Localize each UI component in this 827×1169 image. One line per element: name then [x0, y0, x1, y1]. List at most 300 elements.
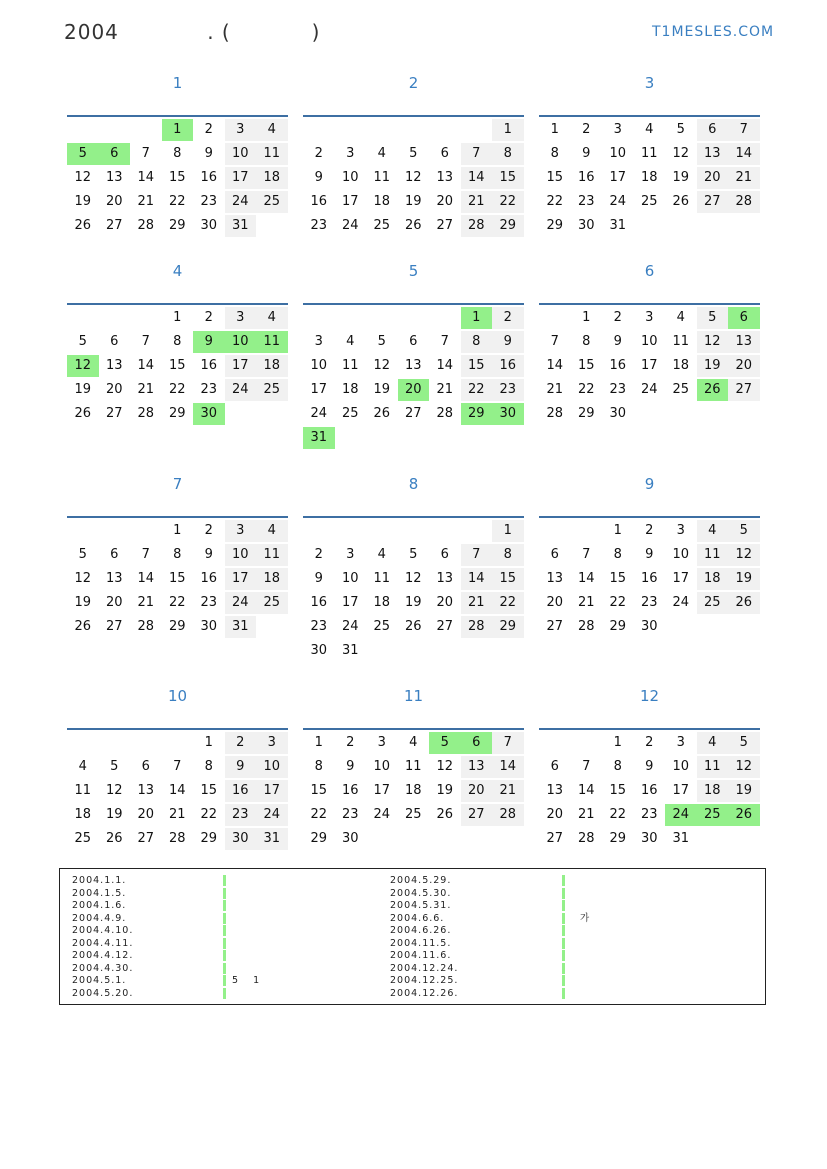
day-cell: 8	[492, 544, 524, 566]
day-cell: 21	[577, 807, 595, 822]
day-cell: 18	[74, 807, 92, 822]
day-cell: 13	[546, 783, 564, 798]
legend-marker	[223, 938, 226, 949]
month-name: 8	[408, 475, 419, 493]
day-cell: 7	[141, 547, 150, 562]
day-cell: 30	[577, 218, 595, 233]
day-cell: 17	[373, 783, 391, 798]
day-cell: 23	[341, 807, 359, 822]
day-cell: 20	[105, 382, 123, 397]
day-cell: 8	[314, 759, 323, 774]
day-cell: 22	[609, 807, 627, 822]
day-cell: 24	[672, 595, 690, 610]
day-cell: 3	[645, 310, 654, 325]
legend-description	[232, 888, 259, 901]
day-cell: 18	[256, 568, 288, 590]
day-cell: 8	[613, 547, 622, 562]
month-name: 11	[403, 687, 424, 705]
legend-date: 2004.5.1.	[72, 975, 127, 986]
day-cell: 11	[697, 544, 729, 566]
day-cell: 19	[728, 568, 760, 590]
day-cell: 5	[377, 334, 386, 349]
day-cell: 16	[609, 358, 627, 373]
day-cell: 9	[645, 547, 654, 562]
day-cell: 8	[613, 759, 622, 774]
day-cell: 25	[697, 804, 729, 826]
day-cell: 27	[546, 831, 564, 846]
day-cell: 2	[204, 122, 213, 137]
day-cell: 4	[256, 307, 288, 329]
legend-date: 2004.5.30.	[390, 887, 452, 899]
day-cell: 23	[200, 595, 218, 610]
day-cell: 13	[697, 143, 729, 165]
legend-marker	[223, 875, 226, 886]
day-cell: 9	[582, 146, 591, 161]
legend-description	[580, 975, 589, 988]
day-cell: 3	[256, 732, 288, 754]
day-cell: 18	[373, 595, 391, 610]
legend-date: 2004.4.10.	[72, 925, 134, 936]
day-cell: 29	[168, 218, 186, 233]
day-cell: 1	[492, 119, 524, 141]
day-cell: 25	[373, 619, 391, 634]
day-cell: 18	[697, 568, 729, 590]
day-cell: 19	[404, 194, 422, 209]
legend-description	[232, 988, 259, 1001]
day-cell: 15	[609, 783, 627, 798]
day-cell: 30	[609, 406, 627, 421]
day-cell: 8	[173, 547, 182, 562]
day-cell: 3	[346, 146, 355, 161]
day-cell: 18	[697, 780, 729, 802]
day-cell: 16	[640, 783, 658, 798]
month-name: 12	[639, 687, 660, 705]
day-cell: 8	[492, 143, 524, 165]
day-cell: 21	[546, 382, 564, 397]
legend-description	[580, 875, 589, 888]
day-cell: 19	[672, 170, 690, 185]
month-name: 2	[408, 74, 419, 92]
day-cell: 16	[310, 194, 328, 209]
day-cell: 8	[204, 759, 213, 774]
month-name: 3	[644, 74, 655, 92]
day-cell: 5	[78, 547, 87, 562]
day-cell: 4	[377, 547, 386, 562]
legend-marker	[562, 963, 565, 974]
legend-marker	[223, 900, 226, 911]
day-cell: 20	[137, 807, 155, 822]
month-divider	[539, 516, 760, 518]
day-cell: 13	[461, 756, 493, 778]
day-cell: 17	[225, 568, 257, 590]
day-cell: 14	[168, 783, 186, 798]
day-cell: 17	[640, 358, 658, 373]
day-cell: 24	[256, 804, 288, 826]
day-cell: 29	[200, 831, 218, 846]
day-cell: 9	[492, 331, 524, 353]
day-cell: 21	[436, 382, 454, 397]
legend-description	[232, 875, 259, 888]
day-cell: 27	[105, 406, 123, 421]
day-cell: 18	[640, 170, 658, 185]
day-cell: 5	[409, 547, 418, 562]
day-cell: 18	[341, 382, 359, 397]
day-cell: 15	[577, 358, 595, 373]
day-cell: 7	[550, 334, 559, 349]
day-cell: 29	[577, 406, 595, 421]
day-cell: 30	[225, 828, 257, 850]
day-cell: 24	[609, 194, 627, 209]
day-cell: 4	[377, 146, 386, 161]
day-cell: 21	[168, 807, 186, 822]
day-cell: 22	[200, 807, 218, 822]
day-cell: 15	[492, 568, 524, 590]
day-cell: 1	[613, 735, 622, 750]
day-cell: 23	[310, 218, 328, 233]
day-cell: 14	[728, 143, 760, 165]
day-cell: 13	[546, 571, 564, 586]
day-cell: 19	[436, 783, 454, 798]
day-cell: 18	[404, 783, 422, 798]
day-cell: 26	[404, 218, 422, 233]
day-cell: 7	[582, 759, 591, 774]
day-cell: 17	[672, 783, 690, 798]
day-cell: 27	[404, 406, 422, 421]
legend-marker	[223, 913, 226, 924]
day-cell: 19	[74, 595, 92, 610]
legend-date: 2004.5.29.	[390, 875, 452, 886]
day-cell: 21	[137, 595, 155, 610]
day-cell: 22	[609, 595, 627, 610]
day-cell: 24	[373, 807, 391, 822]
day-cell: 1	[461, 307, 493, 329]
legend-date: 2004.4.30.	[72, 962, 134, 974]
day-cell: 26	[436, 807, 454, 822]
legend-right-descriptions	[580, 875, 589, 1000]
day-cell: 17	[672, 571, 690, 586]
day-cell: 21	[728, 167, 760, 189]
day-cell: 5	[409, 146, 418, 161]
day-cell: 22	[168, 382, 186, 397]
day-cell: 28	[461, 616, 493, 638]
month-name: 1	[172, 74, 183, 92]
day-cell: 7	[173, 759, 182, 774]
legend-marker	[562, 988, 565, 999]
day-cell: 6	[550, 547, 559, 562]
legend-date: 2004.6.26.	[390, 925, 452, 936]
day-cell: 13	[137, 783, 155, 798]
day-cell: 8	[461, 331, 493, 353]
day-cell: 2	[225, 732, 257, 754]
day-cell: 4	[676, 310, 685, 325]
day-cell: 16	[200, 571, 218, 586]
day-cell: 25	[256, 379, 288, 401]
day-cell: 4	[256, 520, 288, 542]
day-cell: 10	[341, 571, 359, 586]
day-cell: 3	[314, 334, 323, 349]
day-cell: 12	[67, 355, 99, 377]
legend-left-bars	[223, 875, 226, 1000]
day-cell: 28	[137, 406, 155, 421]
day-cell: 22	[310, 807, 328, 822]
day-cell: 24	[665, 804, 697, 826]
legend-description: 가	[580, 912, 590, 924]
day-cell: 27	[728, 379, 760, 401]
day-cell: 13	[728, 331, 760, 353]
day-cell: 13	[105, 571, 123, 586]
day-cell: 14	[137, 571, 155, 586]
day-cell: 11	[256, 544, 288, 566]
day-cell: 29	[168, 619, 186, 634]
day-cell: 22	[461, 379, 493, 401]
day-cell: 2	[204, 310, 213, 325]
day-cell: 10	[672, 759, 690, 774]
day-cell: 3	[613, 122, 622, 137]
day-cell: 6	[440, 146, 449, 161]
day-cell: 9	[314, 170, 323, 185]
day-cell: 6	[461, 732, 493, 754]
day-cell: 16	[577, 170, 595, 185]
day-cell: 17	[225, 355, 257, 377]
day-cell: 2	[645, 523, 654, 538]
day-cell: 8	[550, 146, 559, 161]
day-cell: 10	[373, 759, 391, 774]
day-cell: 31	[672, 831, 690, 846]
day-cell: 29	[310, 831, 328, 846]
day-cell: 28	[546, 406, 564, 421]
month-divider	[67, 516, 288, 518]
legend-date: 2004.12.26.	[390, 987, 459, 999]
legend-date: 2004.4.11.	[72, 937, 134, 949]
day-cell: 19	[697, 355, 729, 377]
day-cell: 1	[173, 310, 182, 325]
day-cell: 24	[225, 379, 257, 401]
day-cell: 27	[436, 619, 454, 634]
day-cell: 20	[546, 595, 564, 610]
day-cell: 1	[162, 119, 194, 141]
day-cell: 30	[310, 643, 328, 658]
day-cell: 5	[67, 143, 99, 165]
day-cell: 7	[461, 143, 493, 165]
legend-marker	[562, 925, 565, 936]
day-cell: 6	[141, 759, 150, 774]
day-cell: 25	[74, 831, 92, 846]
day-cell: 22	[577, 382, 595, 397]
day-cell: 28	[168, 831, 186, 846]
day-cell: 30	[492, 403, 524, 425]
day-cell: 11	[404, 759, 422, 774]
day-cell: 19	[105, 807, 123, 822]
day-cell: 11	[697, 756, 729, 778]
day-cell: 5	[697, 307, 729, 329]
legend-date: 2004.1.1.	[72, 875, 127, 886]
day-cell: 24	[341, 218, 359, 233]
day-cell: 31	[225, 215, 257, 237]
day-cell: 6	[110, 334, 119, 349]
legend-date: 2004.4.9.	[72, 912, 127, 924]
day-cell: 12	[436, 759, 454, 774]
legend-description	[232, 950, 259, 963]
day-cell: 28	[461, 215, 493, 237]
day-cell: 22	[546, 194, 564, 209]
day-cell: 23	[640, 595, 658, 610]
day-cell: 15	[461, 355, 493, 377]
day-cell: 3	[676, 735, 685, 750]
day-cell: 31	[225, 616, 257, 638]
day-cell: 4	[346, 334, 355, 349]
legend-date: 2004.5.20.	[72, 987, 134, 999]
day-cell: 21	[577, 595, 595, 610]
day-cell: 1	[492, 520, 524, 542]
day-cell: 9	[613, 334, 622, 349]
day-cell: 5	[78, 334, 87, 349]
day-cell: 31	[303, 427, 335, 449]
day-cell: 25	[373, 218, 391, 233]
day-cell: 16	[200, 170, 218, 185]
day-cell: 6	[409, 334, 418, 349]
day-cell: 25	[697, 592, 729, 614]
day-cell: 25	[256, 592, 288, 614]
day-cell: 15	[546, 170, 564, 185]
day-cell: 6	[550, 759, 559, 774]
day-cell: 11	[256, 331, 288, 353]
day-cell: 14	[137, 358, 155, 373]
day-cell: 3	[225, 520, 257, 542]
day-cell: 20	[546, 807, 564, 822]
legend-date: 2004.12.24.	[390, 962, 459, 974]
day-cell: 11	[373, 170, 391, 185]
day-cell: 1	[582, 310, 591, 325]
day-cell: 31	[341, 643, 359, 658]
legend-date: 2004.5.31.	[390, 900, 452, 911]
day-cell: 11	[341, 358, 359, 373]
day-cell: 24	[640, 382, 658, 397]
day-cell: 16	[640, 571, 658, 586]
day-cell: 23	[492, 379, 524, 401]
day-cell: 24	[341, 619, 359, 634]
legend-marker	[562, 950, 565, 961]
page-title: 2004 . ( )	[64, 20, 321, 44]
day-cell: 15	[310, 783, 328, 798]
day-cell: 17	[256, 780, 288, 802]
day-cell: 14	[461, 568, 493, 590]
day-cell: 15	[200, 783, 218, 798]
day-cell: 19	[74, 382, 92, 397]
day-cell: 15	[168, 170, 186, 185]
day-cell: 20	[105, 595, 123, 610]
legend-description	[580, 925, 589, 938]
day-cell: 14	[577, 783, 595, 798]
day-cell: 7	[141, 334, 150, 349]
day-cell: 2	[645, 735, 654, 750]
month-divider	[539, 303, 760, 305]
day-cell: 15	[609, 571, 627, 586]
brand-link[interactable]: T1MESLES.COM	[652, 24, 775, 40]
legend-left-dates	[72, 875, 133, 1000]
day-cell: 28	[577, 619, 595, 634]
month-divider	[67, 728, 288, 730]
day-cell: 22	[492, 592, 524, 614]
legend-marker	[223, 963, 226, 974]
day-cell: 23	[310, 619, 328, 634]
day-cell: 28	[436, 406, 454, 421]
day-cell: 29	[492, 215, 524, 237]
month-name: 5	[408, 262, 419, 280]
day-cell: 20	[461, 780, 493, 802]
day-cell: 28	[728, 191, 760, 213]
day-cell: 25	[404, 807, 422, 822]
day-cell: 10	[341, 170, 359, 185]
day-cell: 6	[110, 547, 119, 562]
legend-marker	[562, 938, 565, 949]
day-cell: 10	[640, 334, 658, 349]
day-cell: 15	[168, 571, 186, 586]
day-cell: 14	[492, 756, 524, 778]
day-cell: 2	[314, 146, 323, 161]
day-cell: 4	[645, 122, 654, 137]
day-cell: 20	[728, 355, 760, 377]
month-name: 10	[167, 687, 188, 705]
day-cell: 4	[697, 732, 729, 754]
day-cell: 23	[640, 807, 658, 822]
month-name: 6	[644, 262, 655, 280]
day-cell: 9	[204, 146, 213, 161]
day-cell: 4	[409, 735, 418, 750]
day-cell: 27	[137, 831, 155, 846]
day-cell: 26	[74, 218, 92, 233]
month-divider	[539, 728, 760, 730]
day-cell: 12	[373, 358, 391, 373]
day-cell: 23	[225, 804, 257, 826]
day-cell: 26	[105, 831, 123, 846]
day-cell: 7	[461, 544, 493, 566]
day-cell: 20	[105, 194, 123, 209]
month-divider	[67, 303, 288, 305]
day-cell: 7	[440, 334, 449, 349]
day-cell: 14	[461, 167, 493, 189]
day-cell: 6	[697, 119, 729, 141]
day-cell: 7	[492, 732, 524, 754]
day-cell: 26	[728, 804, 760, 826]
day-cell: 30	[640, 619, 658, 634]
day-cell: 7	[582, 547, 591, 562]
legend-date: 2004.4.12.	[72, 950, 134, 961]
day-cell: 2	[346, 735, 355, 750]
day-cell: 22	[168, 595, 186, 610]
day-cell: 6	[440, 547, 449, 562]
day-cell: 30	[200, 619, 218, 634]
day-cell: 19	[404, 595, 422, 610]
day-cell: 17	[341, 194, 359, 209]
day-cell: 19	[373, 382, 391, 397]
legend-marker	[223, 925, 226, 936]
day-cell: 11	[672, 334, 690, 349]
month-divider	[303, 115, 524, 117]
day-cell: 13	[436, 170, 454, 185]
day-cell: 23	[200, 382, 218, 397]
legend-date: 2004.1.5.	[72, 887, 127, 899]
month-name: 9	[644, 475, 655, 493]
day-cell: 27	[697, 191, 729, 213]
day-cell: 23	[200, 194, 218, 209]
legend-description	[232, 963, 259, 976]
day-cell: 5	[676, 122, 685, 137]
day-cell: 3	[225, 119, 257, 141]
day-cell: 18	[256, 355, 288, 377]
day-cell: 12	[728, 756, 760, 778]
day-cell: 1	[173, 523, 182, 538]
day-cell: 11	[373, 571, 391, 586]
